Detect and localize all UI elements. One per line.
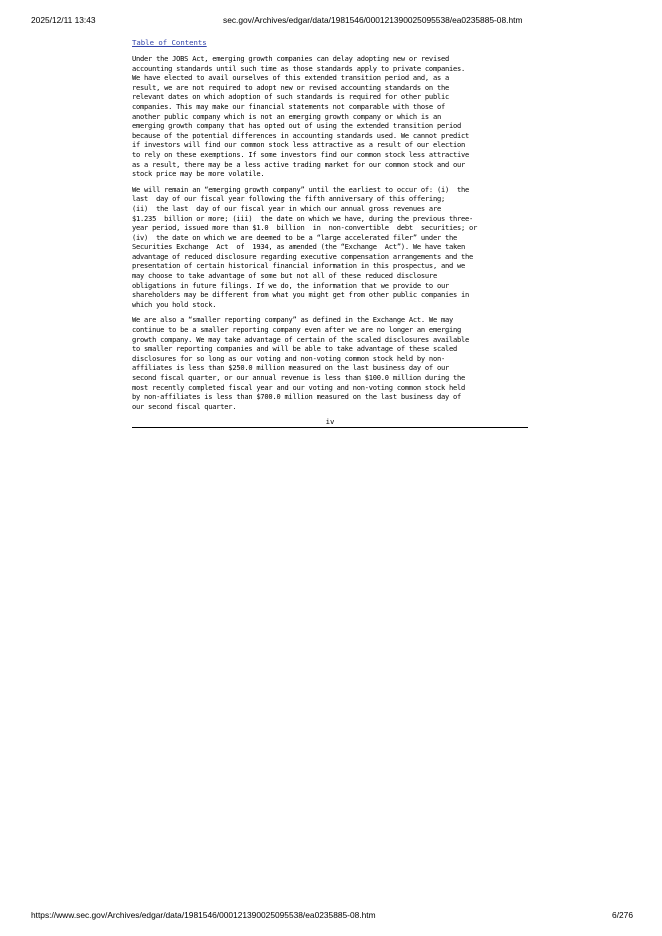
paragraph [132,185,528,310]
table-of-contents-link[interactable]: Table of Contents [132,38,207,47]
text-line: disclosures for so long as our voting and non-voting common stock held by non- [132,353,445,363]
page-divider [132,427,528,428]
text-line: (ii) the last day of our fiscal year in which our annual gross revenues are [132,203,441,213]
text-line: year period, issued more than $1.0 billion in non-convertible debt securities; or [132,223,478,233]
text-line: affiliates is less than $250.0 million measured on the last business day of our [132,363,449,373]
text-line: (iv) the date on which we are deemed to be a “large accelerated filer” under the [132,232,458,242]
text-line: $1.235 billion or more; (iii) the date on which we have, during the previous three- [132,213,474,223]
text-line: We have elected to avail ourselves of this extended transition period and, as a [132,73,449,83]
text-line: most recently completed fiscal year and our voting and non-voting common stock held [132,382,466,392]
text-line: by non-affiliates is less than $700.0 million measured on the last business day of [132,392,462,402]
text-line: shareholders may be different from what you might get from other public companies in [132,290,470,300]
text-line: last day of our fiscal year following the fifth anniversary of this offering; [132,194,445,204]
document-body [132,38,528,428]
text-line: Under the JOBS Act, emerging growth companies can delay adopting new or revised [132,54,449,63]
text-line: We will remain an “emerging growth company” until the earliest to occur of: (i) the [132,184,470,194]
paragraph [132,54,528,179]
text-line: our second fiscal quarter. [132,401,237,411]
print-page-counter: 6/276 [612,910,633,920]
text-line: to smaller reporting companies and will be able to take advantage of these scaled [132,344,458,354]
text-line: accounting standards until such time as those standards apply to private companies. [132,63,466,73]
text-line: because of the potential differences in accounting standards used. We cannot predict [132,130,470,140]
text-line: advantage of reduced disclosure regarding executive compensation arrangements and the [132,251,474,261]
text-line: Securities Exchange Act of 1934, as amended (the “Exchange Act”). We have taken [132,242,466,252]
text-line: companies. This may make our financial statements not comparable with those of [132,101,445,111]
text-line: continue to be a smaller reporting company even after we are no longer an emerging [132,325,462,335]
text-line: which you hold stock. [132,299,217,309]
text-line: obligations in future filings. If we do, the information that we provide to our [132,280,449,290]
text-line: emerging growth company that has opted out of using the extended transition period [132,121,462,131]
text-line: result, we are not required to adopt new or revised accounting standards on the [132,82,449,92]
text-line: if investors will find our common stock less attractive as a result of our election [132,140,466,150]
text-line: relevant dates on which adoption of such standards is required for other public [132,92,449,102]
text-line: We are also a “smaller reporting company” as defined in the Exchange Act. We may [132,315,454,325]
print-datetime: 2025/12/11 13:43 [31,15,96,25]
paragraphs [132,54,528,411]
text-line: second fiscal quarter, or our annual revenue is less than $100.0 million during the [132,373,466,382]
text-line: stock price may be more volatile. [132,169,265,179]
text-line: may choose to take advantage of some but not all of these reduced disclosure [132,271,437,281]
text-line: growth company. We may take advantage of certain of the scaled disclosures available [132,334,470,344]
text-line: as a result, there may be a less active trading market for our common stock and our [132,159,466,169]
page-number: iv [325,417,335,427]
text-line: presentation of certain historical financial information in this prospectus, and we [132,261,466,271]
paragraph [132,315,528,411]
print-page-title: sec.gov/Archives/edgar/data/1981546/000121390025095538/ea0235885-08.htm [223,15,523,25]
print-footer-url: https://www.sec.gov/Archives/edgar/data/1981546/000121390025095538/ea0235885-08.htm [31,910,376,920]
text-line: to rely on these exemptions. If some investors find our common stock less attractive [132,149,470,159]
text-line: another public company which is not an emerging growth company or which is an [132,111,441,121]
